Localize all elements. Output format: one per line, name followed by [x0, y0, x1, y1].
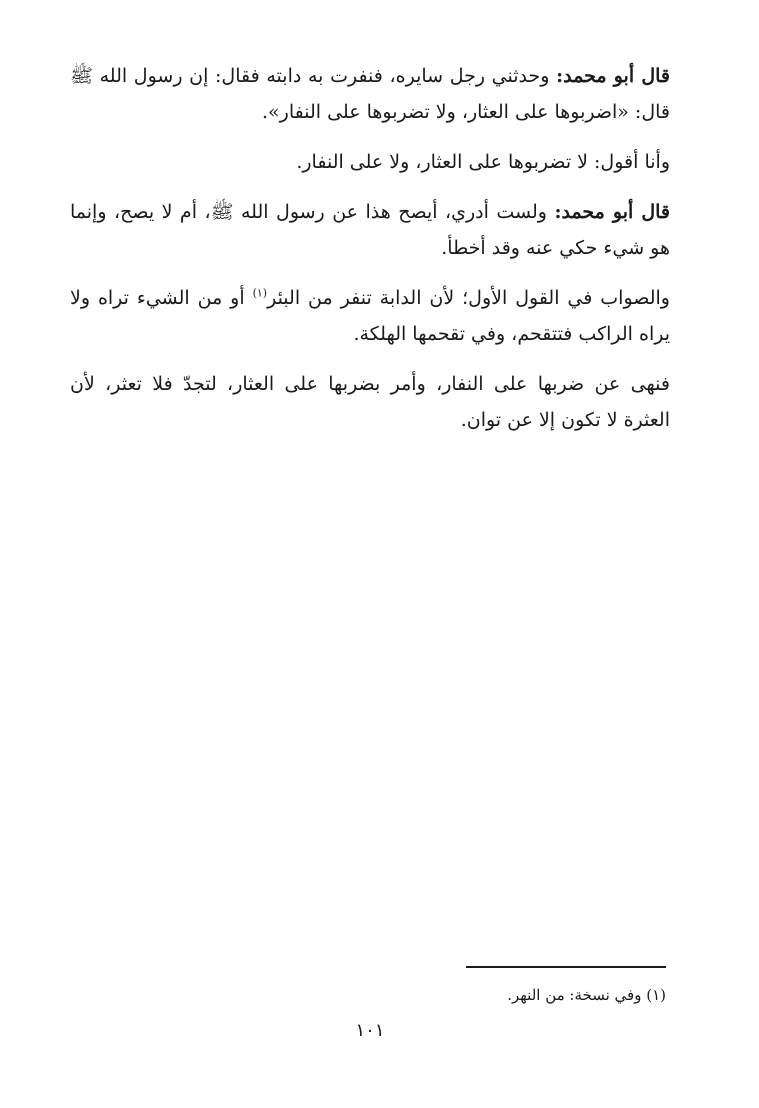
footnote-reference[interactable]: (١) — [252, 286, 268, 300]
paragraph-5 — [70, 366, 670, 438]
paragraph-text: أو من الشيء تراه ولا يراه الراكب فتتقحم، وفي تقحمها الهلكة. — [70, 287, 670, 345]
footnote-divider — [466, 966, 666, 968]
paragraph-text: وحدثني رجل سايره، فنفرت به دابته فقال: إن رسول الله ﷺ قال: «اضربوها على العثار، ولا تضربوها على النفار». — [70, 65, 670, 123]
footnote: (١) وفي نسخة: من النهر. — [507, 986, 666, 1004]
book-page — [70, 58, 670, 1058]
speaker-label: قال أبو محمد: — [556, 65, 671, 87]
paragraph-3 — [70, 194, 670, 266]
paragraph-text: والصواب في القول الأول؛ لأن الدابة تنفر من البئر — [267, 287, 670, 309]
page-number: ١٠١ — [355, 1020, 385, 1041]
paragraph-text: فنهى عن ضربها على النفار، وأمر بضربها على العثار، لتجدّ فلا تعثر، لأن العثرة لا تكون إلا عن توان. — [70, 373, 670, 431]
speaker-label: قال أبو محمد: — [554, 201, 671, 223]
paragraph-1 — [70, 58, 670, 130]
paragraph-text: وأنا أقول: لا تضربوها على العثار، ولا على النفار. — [296, 151, 670, 173]
paragraph-2 — [70, 144, 670, 180]
paragraph-text: ولست أدري، أيصح هذا عن رسول الله ﷺ، أم لا يصح، وإنما هو شيء حكي عنه وقد أخطأ. — [70, 201, 670, 259]
paragraph-4 — [70, 280, 670, 352]
